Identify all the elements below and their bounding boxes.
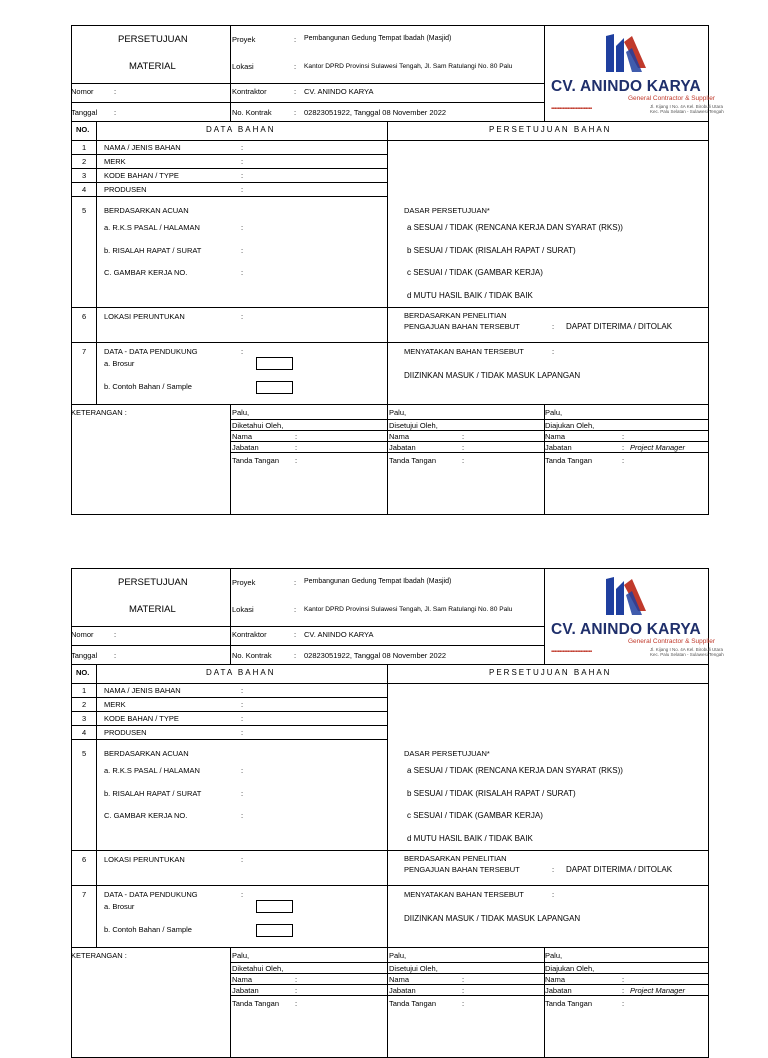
row-colon: : (241, 700, 244, 709)
izin-masuk-value: DIIZINKAN MASUK / TIDAK MASUK LAPANGAN (404, 914, 581, 923)
row-colon: : (241, 312, 244, 321)
row-colon: : (241, 811, 244, 820)
company-tagline: General Contractor & Supplier (628, 95, 716, 102)
company-logo-icon (602, 32, 648, 76)
row-colon: : (241, 185, 244, 194)
project-manager-value: Project Manager (630, 986, 686, 995)
row-number: 1 (82, 143, 87, 152)
persetujuan-bahan-header: PERSETUJUAN BAHAN (489, 125, 612, 134)
row-colon: : (241, 714, 244, 723)
lokasi-value: Kantor DPRD Provinsi Sulawesi Tengah, Jl. Sam Ratulangi No. 80 Palu (304, 606, 513, 613)
row-colon: : (241, 268, 244, 277)
no-header: NO. (76, 668, 90, 677)
row-line (71, 307, 709, 308)
row-number: 1 (82, 686, 87, 695)
kontrak-colon: : (294, 108, 297, 117)
table-header-line (71, 140, 709, 141)
row-line (71, 168, 387, 169)
diketahui-label: Diketahui Oleh, (232, 964, 284, 973)
nama-label: Nama (389, 432, 410, 441)
row-number: 4 (82, 728, 87, 737)
tanda-tangan-label: Tanda Tangan (545, 999, 592, 1008)
kontrak-value: 02823051922, Tanggal 08 November 2022 (304, 108, 447, 117)
kontraktor-label: Kontraktor (232, 630, 267, 639)
tanda-tangan-label: Tanda Tangan (389, 456, 436, 465)
tanggal-label: Tanggal (71, 108, 98, 117)
palu-label: Palu, (389, 408, 407, 417)
nama-colon: : (462, 975, 465, 984)
footer-line (230, 441, 708, 442)
footer-line (230, 995, 708, 996)
row-colon: : (241, 728, 244, 737)
proyek-label: Proyek (232, 35, 256, 44)
row-line (71, 154, 387, 155)
approval-option-a: a SESUAI / TIDAK (RENCANA KERJA DAN SYARAT (RKS)) (407, 223, 623, 232)
row-number: 3 (82, 714, 87, 723)
company-name: CV. ANINDO KARYA (551, 621, 701, 638)
footer-line (230, 419, 708, 420)
lokasi-label: Lokasi (232, 605, 254, 614)
row-colon: : (241, 246, 244, 255)
row-colon: : (241, 157, 244, 166)
project-manager-value: Project Manager (630, 443, 686, 452)
header-line (230, 626, 544, 627)
row-label: LOKASI PERUNTUKAN (104, 312, 185, 321)
header-line (230, 102, 544, 103)
row-line (71, 850, 709, 851)
company-name: CV. ANINDO KARYA (551, 78, 701, 95)
nomor-colon: : (114, 630, 117, 639)
diketahui-label: Diketahui Oleh, (232, 421, 284, 430)
diajukan-label: Diajukan Oleh, (545, 964, 595, 973)
decorative-dots: ▪▪▪▪▪▪▪▪▪▪▪▪▪▪▪▪▪▪▪▪▪▪▪▪▪ (551, 106, 592, 112)
row-label: KODE BAHAN / TYPE (104, 714, 179, 723)
row-number: 5 (82, 206, 87, 215)
tanggal-colon: : (114, 651, 117, 660)
footer-line (230, 452, 708, 453)
brosur-checkbox[interactable] (256, 357, 293, 370)
approval-form (0, 0, 768, 490)
company-logo-icon (602, 575, 648, 619)
row-label: DATA - DATA PENDUKUNG (104, 890, 198, 899)
penelitian-line2: PENGAJUAN BAHAN TERSEBUT (404, 322, 520, 331)
header-line (71, 102, 230, 103)
nama-colon: : (295, 975, 298, 984)
penelitian-colon: : (552, 865, 555, 874)
lokasi-colon: : (294, 605, 297, 614)
footer-divider (387, 947, 388, 1057)
proyek-value: Pembangunan Gedung Tempat Ibadah (Masjid) (304, 35, 452, 42)
approval-option-c: c SESUAI / TIDAK (GAMBAR KERJA) (407, 268, 543, 277)
palu-label: Palu, (545, 951, 563, 960)
tanda-tangan-colon: : (462, 999, 465, 1008)
jabatan-colon: : (622, 986, 625, 995)
header-bottom-line (71, 121, 709, 122)
tanda-tangan-colon: : (622, 999, 625, 1008)
row-label: BERDASARKAN ACUAN (104, 206, 189, 215)
penelitian-line1: BERDASARKAN PENELITIAN (404, 311, 507, 320)
row-sublabel: a. Brosur (104, 359, 135, 368)
row-line (71, 342, 709, 343)
penelitian-colon: : (552, 322, 555, 331)
izin-masuk-value: DIIZINKAN MASUK / TIDAK MASUK LAPANGAN (404, 371, 581, 380)
header-line (230, 645, 544, 646)
row-colon: : (241, 347, 244, 356)
approval-option-c: c SESUAI / TIDAK (GAMBAR KERJA) (407, 811, 543, 820)
proyek-label: Proyek (232, 578, 256, 587)
company-tagline: General Contractor & Supplier (628, 638, 716, 645)
row-label: MERK (104, 157, 126, 166)
tanda-tangan-label: Tanda Tangan (389, 999, 436, 1008)
kontrak-value: 02823051922, Tanggal 08 November 2022 (304, 651, 447, 660)
row-colon: : (241, 789, 244, 798)
approval-form (0, 543, 768, 1033)
approval-option-b: b SESUAI / TIDAK (RISALAH RAPAT / SURAT) (407, 246, 576, 255)
footer-line (230, 962, 708, 963)
header-divider (544, 25, 545, 122)
footer-line (230, 973, 708, 974)
tanda-tangan-label: Tanda Tangan (545, 456, 592, 465)
row-number: 2 (82, 157, 87, 166)
footer-divider (387, 404, 388, 514)
tanggal-label: Tanggal (71, 651, 98, 660)
jabatan-label: Jabatan (545, 443, 572, 452)
tanda-tangan-colon: : (462, 456, 465, 465)
kontraktor-label: Kontraktor (232, 87, 267, 96)
sample-checkbox[interactable] (256, 924, 293, 937)
frame-bottom-line (71, 514, 709, 515)
lokasi-value: Kantor DPRD Provinsi Sulawesi Tengah, Jl. Sam Ratulangi No. 80 Palu (304, 63, 513, 70)
row-number: 7 (82, 347, 87, 356)
row-line (71, 739, 387, 740)
row-number: 4 (82, 185, 87, 194)
jabatan-colon: : (462, 443, 465, 452)
jabatan-label: Jabatan (232, 443, 259, 452)
keterangan-label: KETERANGAN : (71, 408, 127, 417)
row-sublabel: a. Brosur (104, 902, 135, 911)
tanggal-colon: : (114, 108, 117, 117)
menyatakan-colon: : (552, 890, 555, 899)
kontrak-label: No. Kontrak (232, 108, 272, 117)
table-column-line (96, 121, 97, 404)
persetujuan-bahan-header: PERSETUJUAN BAHAN (489, 668, 612, 677)
header-line (71, 626, 230, 627)
row-sublabel: C. GAMBAR KERJA NO. (104, 268, 188, 277)
row-label: KODE BAHAN / TYPE (104, 171, 179, 180)
approval-result: DAPAT DITERIMA / DITOLAK (566, 865, 673, 874)
row-sublabel: b. Contoh Bahan / Sample (104, 382, 192, 391)
disetujui-label: Disetujui Oleh, (389, 964, 438, 973)
jabatan-label: Jabatan (389, 986, 416, 995)
row-line (71, 404, 709, 405)
row-line (71, 885, 709, 886)
brosur-checkbox[interactable] (256, 900, 293, 913)
kontraktor-value: CV. ANINDO KARYA (304, 630, 374, 639)
row-label: LOKASI PERUNTUKAN (104, 855, 185, 864)
table-column-line (387, 121, 388, 404)
palu-label: Palu, (232, 951, 250, 960)
decorative-dots: ▪▪▪▪▪▪▪▪▪▪▪▪▪▪▪▪▪▪▪▪▪▪▪▪▪ (551, 649, 592, 655)
proyek-colon: : (294, 35, 297, 44)
row-colon: : (241, 766, 244, 775)
nama-label: Nama (232, 975, 253, 984)
tanda-tangan-colon: : (622, 456, 625, 465)
row-sublabel: b. RISALAH RAPAT / SURAT (104, 246, 202, 255)
nama-label: Nama (545, 432, 566, 441)
row-line (71, 711, 387, 712)
row-sublabel: b. Contoh Bahan / Sample (104, 925, 192, 934)
frame-top-line (71, 568, 709, 569)
table-header-line (71, 683, 709, 684)
row-number: 2 (82, 700, 87, 709)
row-sublabel: a. R.K.S PASAL / HALAMAN (104, 223, 200, 232)
row-label: NAMA / JENIS BAHAN (104, 686, 181, 695)
jabatan-label: Jabatan (545, 986, 572, 995)
row-label: MERK (104, 700, 126, 709)
approval-option-d: d MUTU HASIL BAIK / TIDAK BAIK (407, 291, 533, 300)
tanda-tangan-label: Tanda Tangan (232, 999, 279, 1008)
menyatakan-label: MENYATAKAN BAHAN TERSEBUT (404, 347, 524, 356)
sample-checkbox[interactable] (256, 381, 293, 394)
row-number: 6 (82, 312, 87, 321)
header-divider (230, 568, 231, 665)
penelitian-line1: BERDASARKAN PENELITIAN (404, 854, 507, 863)
title-line2: MATERIAL (129, 604, 176, 615)
row-number: 5 (82, 749, 87, 758)
frame-left-line (71, 25, 72, 515)
nama-colon: : (622, 975, 625, 984)
jabatan-label: Jabatan (232, 986, 259, 995)
nama-colon: : (462, 432, 465, 441)
header-line (71, 83, 230, 84)
kontrak-label: No. Kontrak (232, 651, 272, 660)
lokasi-colon: : (294, 62, 297, 71)
header-divider (230, 25, 231, 122)
company-address-1: Jl. Kijang I No. 4A Kel. Birobuli Utara (650, 104, 724, 109)
row-line (71, 725, 387, 726)
approval-option-a: a SESUAI / TIDAK (RENCANA KERJA DAN SYARAT (RKS)) (407, 766, 623, 775)
dasar-persetujuan-label: DASAR PERSETUJUAN* (404, 206, 490, 215)
diajukan-label: Diajukan Oleh, (545, 421, 595, 430)
frame-top-line (71, 25, 709, 26)
row-sublabel: a. R.K.S PASAL / HALAMAN (104, 766, 200, 775)
row-label: BERDASARKAN ACUAN (104, 749, 189, 758)
row-line (71, 182, 387, 183)
keterangan-label: KETERANGAN : (71, 951, 127, 960)
nomor-label: Nomor (71, 630, 94, 639)
tanda-tangan-label: Tanda Tangan (232, 456, 279, 465)
row-colon: : (241, 223, 244, 232)
nama-label: Nama (389, 975, 410, 984)
jabatan-colon: : (622, 443, 625, 452)
kontraktor-value: CV. ANINDO KARYA (304, 87, 374, 96)
company-address-2: Kec. Palu Selatan - Sulawesi Tengah (650, 109, 724, 114)
approval-option-b: b SESUAI / TIDAK (RISALAH RAPAT / SURAT) (407, 789, 576, 798)
table-column-line (96, 664, 97, 947)
no-header: NO. (76, 125, 90, 134)
row-label: DATA - DATA PENDUKUNG (104, 347, 198, 356)
dasar-persetujuan-label: DASAR PERSETUJUAN* (404, 749, 490, 758)
nama-colon: : (295, 432, 298, 441)
tanda-tangan-colon: : (295, 999, 298, 1008)
tanda-tangan-colon: : (295, 456, 298, 465)
footer-line (230, 984, 708, 985)
nama-colon: : (622, 432, 625, 441)
footer-line (230, 430, 708, 431)
company-address-2: Kec. Palu Selatan - Sulawesi Tengah (650, 652, 724, 657)
jabatan-label: Jabatan (389, 443, 416, 452)
header-bottom-line (71, 664, 709, 665)
title-line1: PERSETUJUAN (118, 577, 188, 588)
table-column-line (387, 664, 388, 947)
disetujui-label: Disetujui Oleh, (389, 421, 438, 430)
row-line (71, 697, 387, 698)
row-line (71, 947, 709, 948)
row-colon: : (241, 143, 244, 152)
title-line2: MATERIAL (129, 61, 176, 72)
nama-label: Nama (232, 432, 253, 441)
jabatan-colon: : (462, 986, 465, 995)
row-colon: : (241, 855, 244, 864)
penelitian-line2: PENGAJUAN BAHAN TERSEBUT (404, 865, 520, 874)
nomor-colon: : (114, 87, 117, 96)
approval-result: DAPAT DITERIMA / DITOLAK (566, 322, 673, 331)
nomor-label: Nomor (71, 87, 94, 96)
menyatakan-label: MENYATAKAN BAHAN TERSEBUT (404, 890, 524, 899)
row-colon: : (241, 890, 244, 899)
jabatan-colon: : (295, 443, 298, 452)
frame-left-line (71, 568, 72, 1058)
footer-divider (230, 947, 231, 1057)
nama-label: Nama (545, 975, 566, 984)
company-address-1: Jl. Kijang I No. 4A Kel. Birobuli Utara (650, 647, 724, 652)
row-colon: : (241, 686, 244, 695)
kontraktor-colon: : (294, 630, 297, 639)
menyatakan-colon: : (552, 347, 555, 356)
title-line1: PERSETUJUAN (118, 34, 188, 45)
palu-label: Palu, (545, 408, 563, 417)
header-line (71, 645, 230, 646)
footer-divider (230, 404, 231, 514)
row-line (71, 196, 387, 197)
kontraktor-colon: : (294, 87, 297, 96)
row-colon: : (241, 171, 244, 180)
jabatan-colon: : (295, 986, 298, 995)
proyek-value: Pembangunan Gedung Tempat Ibadah (Masjid) (304, 578, 452, 585)
lokasi-label: Lokasi (232, 62, 254, 71)
row-number: 6 (82, 855, 87, 864)
palu-label: Palu, (389, 951, 407, 960)
approval-option-d: d MUTU HASIL BAIK / TIDAK BAIK (407, 834, 533, 843)
palu-label: Palu, (232, 408, 250, 417)
row-label: PRODUSEN (104, 728, 147, 737)
kontrak-colon: : (294, 651, 297, 660)
header-divider (544, 568, 545, 665)
row-label: NAMA / JENIS BAHAN (104, 143, 181, 152)
row-number: 7 (82, 890, 87, 899)
header-line (230, 83, 544, 84)
row-sublabel: b. RISALAH RAPAT / SURAT (104, 789, 202, 798)
row-label: PRODUSEN (104, 185, 147, 194)
data-bahan-header: DATA BAHAN (206, 668, 276, 677)
row-number: 3 (82, 171, 87, 180)
proyek-colon: : (294, 578, 297, 587)
row-sublabel: C. GAMBAR KERJA NO. (104, 811, 188, 820)
data-bahan-header: DATA BAHAN (206, 125, 276, 134)
